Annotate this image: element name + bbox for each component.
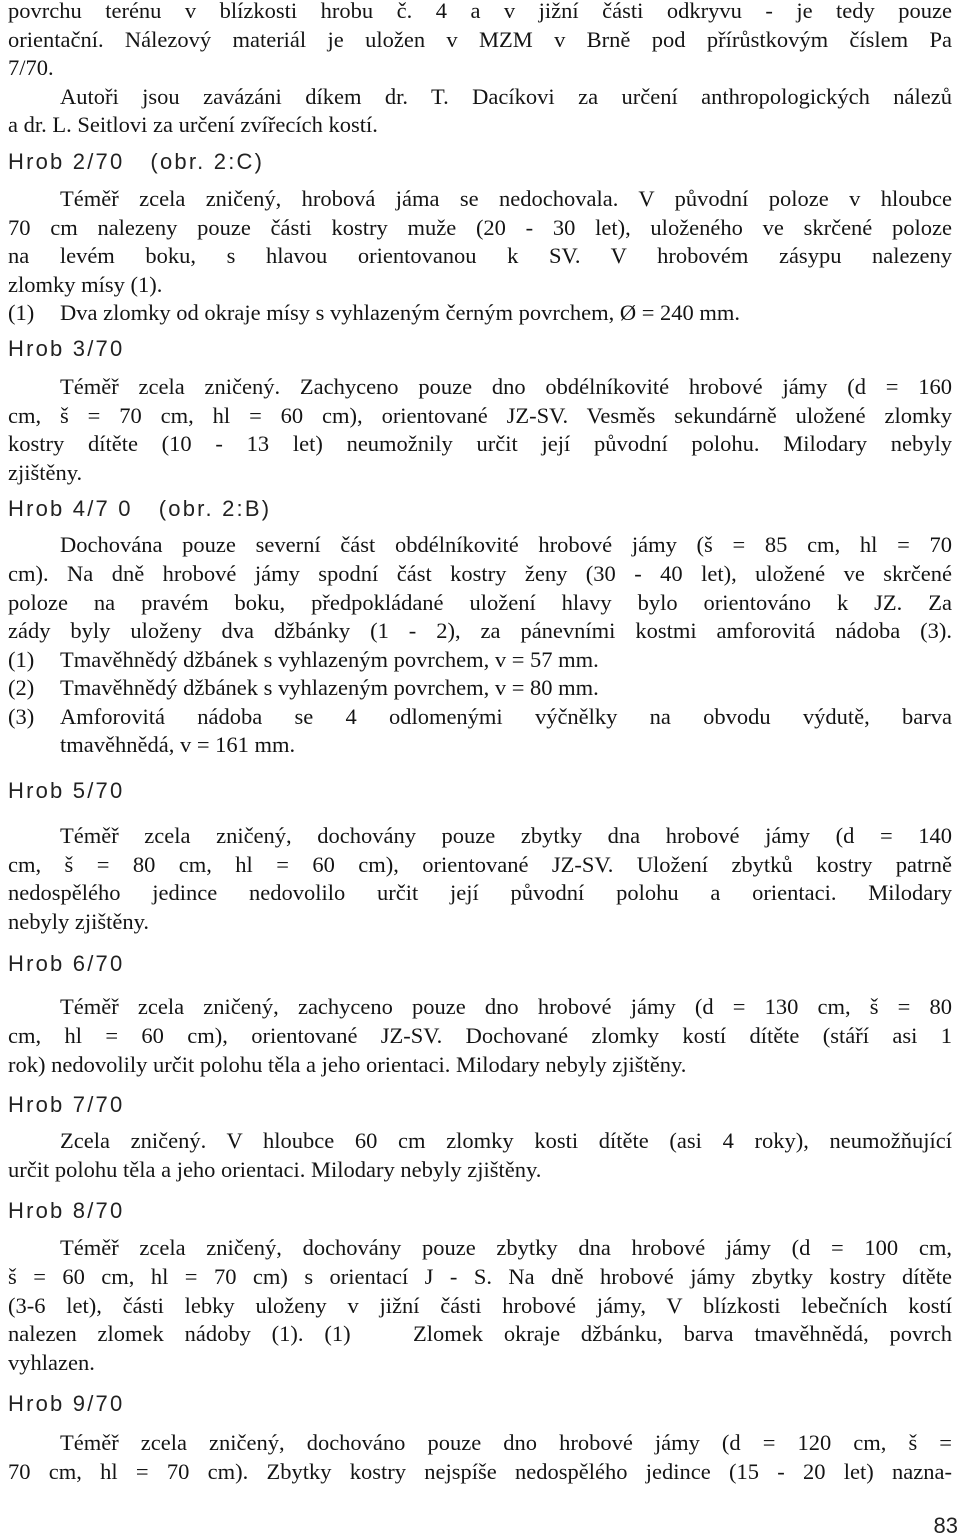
text-line: Autoři jsou zavázáni díkem dr. T. Dacíkovi za určení anthropologických nálezů	[60, 83, 952, 109]
text-line: na levém boku, s hlavou orientovanou k SV. V hrobovém zásypu nalezeny	[8, 243, 952, 269]
find-item-2	[8, 674, 952, 703]
text-line: zjištěny.	[8, 459, 83, 485]
text-line: cm, š = 70 cm, hl = 60 cm), orientované JZ-SV. Vesměs sekundárně uložené zlomky	[8, 402, 952, 428]
hrob-2-description	[8, 185, 952, 299]
find-item-3	[8, 703, 952, 760]
section-heading-hrob-7	[8, 1088, 952, 1122]
text-line: nalezen zlomek nádoby (1). (1) Zlomek okraje džbánku, barva tmavěhnědá, povrch	[8, 1321, 952, 1347]
text-line: Dochována pouze severní část obdélníkovité hrobové jámy (š = 85 cm, hl = 70	[60, 532, 952, 558]
find-item-1	[8, 646, 952, 675]
text-line: 7/70.	[8, 55, 54, 81]
heading-title: Hrob 3/70	[8, 335, 125, 361]
text-line: rok) nedovolily určit polohu těla a jeho orientaci. Milodary nebyly zjištěny.	[8, 1051, 687, 1077]
page-number: 83	[933, 1513, 958, 1538]
section-heading-hrob-4	[8, 492, 952, 526]
text-line: Téměř zcela zničený, hrobová jáma se nedochovala. V původní poloze v hloubce	[60, 185, 952, 211]
section-heading-hrob-3	[8, 332, 952, 366]
hrob-9-description	[8, 1429, 952, 1486]
text-line: Téměř zcela zničený, zachyceno pouze dno hrobové jámy (d = 130 cm, š = 80	[60, 994, 952, 1020]
text-line: Téměř zcela zničený, dochováno pouze dno hrobové jámy (d = 120 cm, š =	[60, 1430, 952, 1456]
heading-title: Hrob 6/70	[8, 951, 125, 977]
text-line: Amforovitá nádoba se 4 odlomenými výčnělky na obvodu výdutě, barva	[60, 703, 952, 729]
hrob-3-description	[8, 373, 952, 487]
text-line: nedospělého jedince nedovolilo určit její původní polohu a orientaci. Milodary	[8, 880, 952, 906]
text-line: cm). Na dně hrobové jámy spodní část kostry ženy (30 - 40 let), uložené ve skrčené	[8, 560, 952, 586]
section-heading-hrob-8	[8, 1194, 952, 1228]
text-line: tmavěhnědá, v = 161 mm.	[60, 732, 296, 758]
text-line: určit polohu těla a jeho orientaci. Milodary nebyly zjištěny.	[8, 1156, 542, 1182]
text-line: š = 60 cm, hl = 70 cm) s orientací J - S. Na dně hrobové jámy zbytky kostry dítěte	[8, 1264, 952, 1289]
item-number: (1)	[8, 300, 35, 326]
text-line: orientační. Nálezový materiál je uložen v MZM v Brně pod přírůstkovým číslem Pa	[8, 26, 952, 52]
heading-title: Hrob 5/70	[8, 778, 125, 804]
find-item-1	[8, 299, 952, 328]
intro-paragraph	[8, 0, 952, 83]
text-line: cm, š = 80 cm, hl = 60 cm), orientované JZ-SV. Uložení zbytků kostry patrně	[8, 851, 952, 877]
text-line: povrchu terénu v blízkosti hrobu č. 4 a v jižní části odkryvu - je tedy pouze	[8, 0, 952, 23]
text-line: Téměř zcela zničený. Zachyceno pouze dno obdélníkovité hrobové jámy (d = 160	[60, 373, 952, 399]
text-line: vyhlazen.	[8, 1349, 95, 1375]
text-line: poloze na pravém boku, předpokládané uložení hlavy bylo orientováno k JZ. Za	[8, 589, 952, 615]
item-text: Dva zlomky od okraje mísy s vyhlazeným černým povrchem, Ø = 240 mm.	[60, 300, 741, 326]
text-line: a dr. L. Seitlovi za určení zvířecích kostí.	[8, 112, 378, 138]
text-line: zády byly uloženy dva džbánky (1 - 2), za pánevními kostmi amforovitá nádoba (3).	[8, 618, 952, 644]
text-line: nebyly zjištěny.	[8, 908, 150, 934]
section-heading-hrob-5	[8, 774, 952, 808]
hrob-8-description	[8, 1234, 952, 1377]
hrob-6-description	[8, 993, 952, 1079]
item-number: (1)	[8, 646, 35, 672]
item-text	[60, 703, 952, 760]
heading-title: Hrob 7/70	[8, 1092, 125, 1118]
heading-title: Hrob 2/70	[8, 148, 125, 174]
text-line: kostry dítěte (10 - 13 let) neumožnily určit její původní polohu. Milodary nebyly	[8, 431, 952, 457]
text-line: Téměř zcela zničený, dochovány pouze zbytky dna hrobové jámy (d = 100 cm,	[60, 1235, 952, 1261]
text-line: Zcela zničený. V hloubce 60 cm zlomky kosti dítěte (asi 4 roky), neumožňující	[60, 1128, 952, 1154]
acknowledgement-paragraph	[8, 83, 952, 140]
hrob-5-description	[8, 822, 952, 936]
figure-reference: (obr. 2:B)	[158, 496, 272, 522]
figure-reference: (obr. 2:C)	[150, 148, 265, 174]
section-heading-hrob-2	[8, 145, 952, 179]
item-text: Tmavěhnědý džbánek s vyhlazeným povrchem, v = 80 mm.	[60, 675, 599, 701]
text-line: zlomky mísy (1).	[8, 271, 163, 297]
section-heading-hrob-9	[8, 1387, 952, 1421]
section-heading-hrob-6	[8, 947, 952, 981]
heading-title: Hrob 8/70	[8, 1198, 125, 1224]
item-text: Tmavěhnědý džbánek s vyhlazeným povrchem, v = 57 mm.	[60, 646, 599, 672]
document-page	[8, 0, 952, 1487]
item-number: (2)	[8, 675, 35, 701]
text-line: cm, hl = 60 cm), orientované JZ-SV. Dochované zlomky kostí dítěte (stáří asi 1	[8, 1023, 952, 1049]
heading-title: Hrob 9/70	[8, 1391, 125, 1417]
text-line: (3-6 let), části lebky uloženy v jižní části hrobové jámy, V blízkosti lebečních kostí	[8, 1292, 952, 1318]
text-line: 70 cm nalezeny pouze části kostry muže (20 - 30 let), uloženého ve skrčené poloze	[8, 214, 952, 240]
hrob-7-description	[8, 1127, 952, 1184]
item-number: (3)	[8, 703, 35, 729]
text-line: Téměř zcela zničený, dochovány pouze zbytky dna hrobové jámy (d = 140	[60, 823, 952, 849]
text-line: 70 cm, hl = 70 cm). Zbytky kostry nejspíše nedospělého jedince (15 - 20 let) nazna-	[8, 1458, 952, 1484]
heading-title: Hrob 4/7 0	[8, 496, 133, 522]
hrob-4-description	[8, 531, 952, 645]
